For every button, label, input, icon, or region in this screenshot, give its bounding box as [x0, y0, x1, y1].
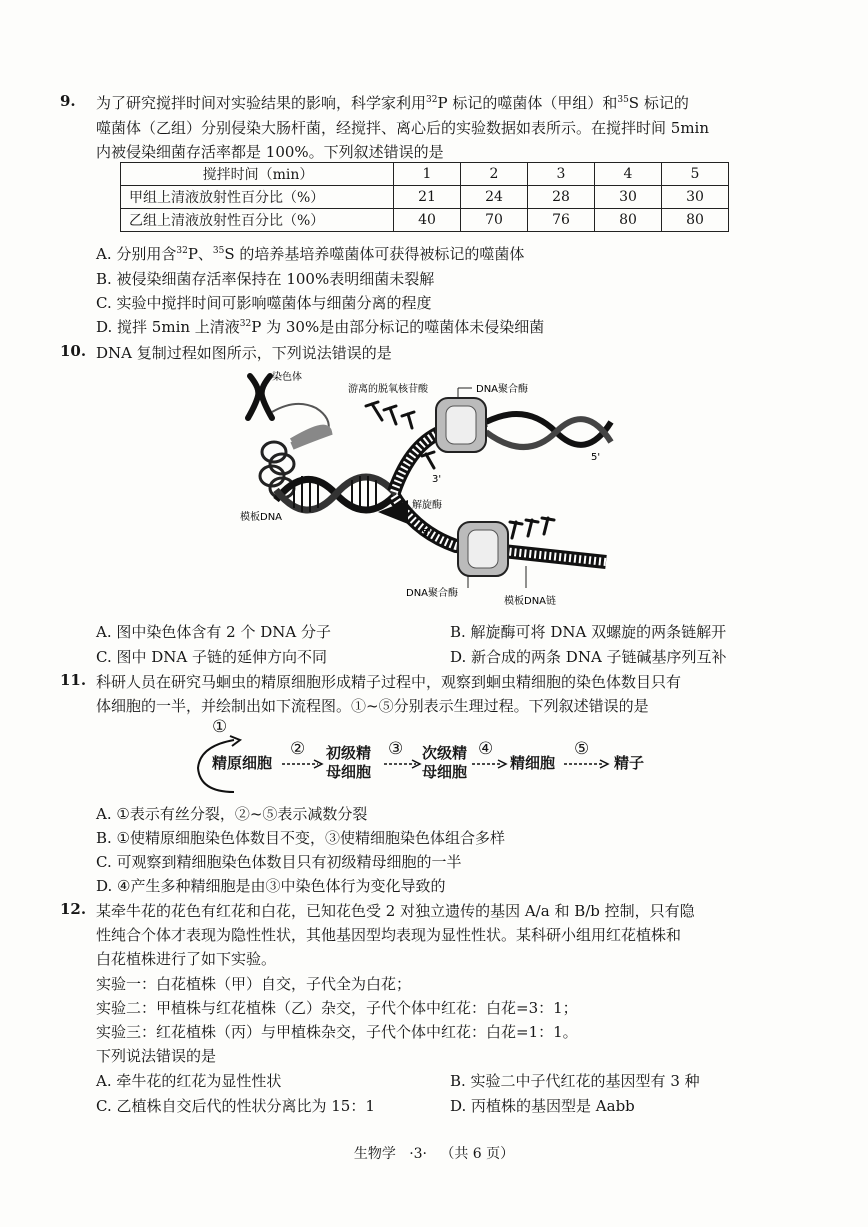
meiosis-flowchart — [190, 718, 670, 798]
flow-cell-sperm: 精子 — [614, 754, 645, 772]
q11-option-c: C. 可观察到精细胞染色体数目只有初级精母细胞的一半 — [96, 853, 462, 871]
table-cell: 76 — [528, 209, 595, 232]
q11-option-d: D. ④产生多种精细胞是由③中染色体行为变化导致的 — [96, 877, 446, 895]
table-cell: 70 — [461, 209, 528, 232]
q12-stem-line3: 白花植株进行了如下实验。 — [96, 950, 277, 968]
page-footer — [0, 1143, 868, 1163]
table-cell: 28 — [528, 186, 595, 209]
q10-option-a: A. 图中染色体含有 2 个 DNA 分子 — [96, 623, 331, 641]
template-dna-label: 模板DNA — [240, 512, 283, 523]
chromosome-icon — [248, 376, 272, 418]
q9-data-table — [120, 162, 729, 232]
q10-option-c: C. 图中 DNA 子链的延伸方向不同 — [96, 648, 327, 666]
q12-option-b: B. 实验二中子代红花的基因型有 3 种 — [450, 1072, 700, 1090]
free-nucleotide-label: 游离的脱氧核苷酸 — [348, 384, 428, 395]
five-prime-top-label: 5' — [591, 452, 601, 463]
flow-cell-spermatid: 精细胞 — [510, 754, 556, 772]
table-cell: 80 — [595, 209, 662, 232]
q12-stem-line1: 某牵牛花的花色有红花和白花，已知花色受 2 对独立遗传的基因 A/a 和 B/b 控制，只有隐 — [96, 902, 695, 920]
table-cell: 80 — [662, 209, 729, 232]
dna-polymerase-bottom — [458, 522, 508, 576]
flow-step-5-label: ⑤ — [574, 739, 590, 759]
table-cell: 搅拌时间（min） — [121, 163, 394, 186]
q9-option-d: D. 搅拌 5min 上清液$^{32}$P 为 30%是由部分标记的噬菌体未侵染细菌 — [96, 318, 545, 336]
table-cell: 2 — [461, 163, 528, 186]
q11-stem-line2: 体细胞的一半，并绘制出如下流程图。①~⑤分别表示生理过程。下列叙述错误的是 — [96, 697, 649, 715]
footer-subject: 生物学 — [353, 1146, 396, 1162]
table-cell: 3 — [528, 163, 595, 186]
chromosome-label: 染色体 — [272, 372, 302, 383]
helicase-label: 解旋酶 — [412, 500, 442, 511]
q9-stem-line3: 内被侵染细菌存活率都是 100%。下列叙述错误的是 — [96, 143, 444, 161]
flow-step-2-label: ② — [290, 739, 306, 759]
dna-polymerase-top — [436, 398, 486, 452]
q11-option-a: A. ①表示有丝分裂，②~⑤表示减数分裂 — [96, 805, 368, 823]
q12-option-c: C. 乙植株自交后代的性状分离比为 15：1 — [96, 1097, 375, 1115]
table-header-row — [121, 163, 729, 186]
table-cell: 乙组上清液放射性百分比（%） — [121, 209, 394, 232]
q11-option-b: B. ①使精原细胞染色体数目不变，③使精细胞染色体组合多样 — [96, 829, 506, 847]
three-prime-label: 3' — [432, 474, 442, 485]
q9-option-a: A. 分别用含$^{32}$P、$^{35}$S 的培养基培养噬菌体可获得被标记的噬菌体 — [96, 245, 525, 263]
q12-option-a: A. 牵牛花的红花为显性性状 — [96, 1072, 282, 1090]
parental-helix — [276, 476, 396, 512]
flow-cell-secondary-spermatocyte: 次级精 母细胞 — [422, 744, 468, 781]
q12-number: 12. — [60, 900, 87, 918]
table-cell: 30 — [662, 186, 729, 209]
table-cell: 1 — [394, 163, 461, 186]
flow-cell-spermatogonium: 精原细胞 — [212, 754, 273, 772]
dna-replication-diagram — [236, 362, 616, 606]
table-row — [121, 209, 729, 232]
template-strand-label: 模板DNA链 — [504, 596, 557, 606]
flow-step-3-label: ③ — [388, 739, 404, 759]
q9-option-c: C. 实验中搅拌时间可影响噬菌体与细菌分离的程度 — [96, 294, 432, 312]
q11-stem-line1: 科研人员在研究马蛔虫的精原细胞形成精子过程中，观察到蛔虫精细胞的染色体数目只有 — [96, 673, 682, 691]
flow-step-1-label: ① — [212, 717, 228, 737]
polymerase-bottom-label: DNA聚合酶 — [406, 588, 459, 599]
q11-number: 11. — [60, 671, 87, 689]
q9-stem-line2: 噬菌体（乙组）分别侵染大肠杆菌，经搅拌、离心后的实验数据如表所示。在搅拌时间 5min — [96, 119, 709, 137]
flow-cell-primary-spermatocyte: 初级精 母细胞 — [326, 744, 372, 781]
table-cell: 24 — [461, 186, 528, 209]
q10-number: 10. — [60, 342, 87, 360]
q12-question: 下列说法错误的是 — [96, 1047, 217, 1065]
table-row — [121, 186, 729, 209]
q9-stem-line1: 为了研究搅拌时间对实验结果的影响，科学家利用$^{32}$P 标记的噬菌体（甲组）和$^{35}$S 标记的 — [96, 94, 689, 112]
table-cell: 5 — [662, 163, 729, 186]
footer-total-pages: （共 6 页） — [440, 1146, 515, 1162]
q9-option-b: B. 被侵染细菌存活率保持在 100%表明细菌未裂解 — [96, 270, 435, 288]
q12-option-d: D. 丙植株的基因型是 Aabb — [450, 1097, 635, 1115]
table-cell: 40 — [394, 209, 461, 232]
five-prime-mid-label: 5' — [422, 528, 432, 539]
footer-page-number: ·3· — [409, 1146, 427, 1162]
q12-stem-line2: 性纯合个体才表现为隐性性状，其他基因型均表现为显性性状。某科研小组用红花植株和 — [96, 926, 682, 944]
polymerase-top-label: DNA聚合酶 — [476, 384, 529, 395]
table-cell: 30 — [595, 186, 662, 209]
q10-option-b: B. 解旋酶可将 DNA 双螺旋的两条链解开 — [450, 623, 727, 641]
q12-experiment-3: 实验三：红花植株（丙）与甲植株杂交，子代个体中红花：白花=1：1。 — [96, 1023, 578, 1041]
table-cell: 4 — [595, 163, 662, 186]
q9-number: 9. — [60, 92, 76, 110]
q12-experiment-1: 实验一：白花植株（甲）自交，子代全为白花； — [96, 975, 412, 993]
q10-option-d: D. 新合成的两条 DNA 子链碱基序列互补 — [450, 648, 727, 666]
table-cell: 甲组上清液放射性百分比（%） — [121, 186, 394, 209]
q10-stem: DNA 复制过程如图所示，下列说法错误的是 — [96, 344, 392, 362]
flow-step-4-label: ④ — [478, 739, 494, 759]
q12-experiment-2: 实验二：甲植株与红花植株（乙）杂交，子代个体中红花：白花=3：1； — [96, 999, 578, 1017]
table-cell: 21 — [394, 186, 461, 209]
